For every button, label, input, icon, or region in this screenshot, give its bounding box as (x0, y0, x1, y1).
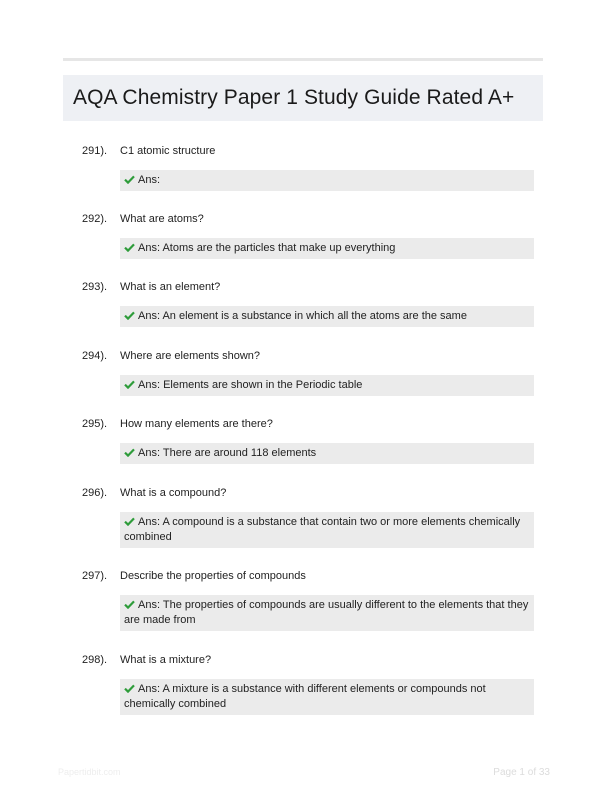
question-number: 291). (82, 145, 108, 157)
question-text: What is an element? (120, 281, 221, 293)
question-number: 292). (82, 213, 108, 225)
answer-text: Ans: There are around 118 elements (138, 447, 317, 459)
question-text: Where are elements shown? (120, 350, 261, 362)
question-text: C1 atomic structure (120, 145, 216, 157)
answer-box (120, 170, 534, 191)
qa-item (0, 570, 606, 632)
answer-box (120, 679, 534, 715)
check-icon (124, 311, 135, 320)
check-icon (124, 684, 135, 693)
qa-item (0, 654, 606, 716)
question-number: 295). (82, 418, 108, 430)
answer-text: Ans: Elements are shown in the Periodic table (138, 379, 363, 391)
question-number: 294). (82, 350, 108, 362)
question-text: How many elements are there? (120, 418, 273, 430)
qa-item (0, 281, 606, 329)
qa-item (0, 487, 606, 549)
answer-box (120, 443, 534, 464)
title-banner (63, 75, 543, 121)
answer-box (120, 238, 534, 259)
check-icon (124, 517, 135, 526)
check-icon (124, 380, 135, 389)
answer-text: Ans: A mixture is a substance with different elements or compounds not chemically combined (124, 683, 486, 710)
answer-text: Ans: The properties of compounds are usually different to the elements that they are made from (124, 599, 529, 626)
question-text: What is a compound? (120, 487, 227, 499)
answer-box (120, 306, 534, 327)
qa-item (0, 418, 606, 466)
check-icon (124, 175, 135, 184)
qa-item (0, 145, 606, 193)
question-number: 297). (82, 570, 108, 582)
page-number: Page 1 of 33 (493, 767, 550, 778)
answer-box (120, 512, 534, 548)
check-icon (124, 243, 135, 252)
answer-box (120, 595, 534, 631)
question-number: 298). (82, 654, 108, 666)
qa-item (0, 350, 606, 398)
check-icon (124, 448, 135, 457)
footer-watermark: Papertidbit.com (58, 767, 121, 777)
question-text: What is a mixture? (120, 654, 212, 666)
answer-text: Ans: (138, 174, 161, 186)
check-icon (124, 600, 135, 609)
question-number: 293). (82, 281, 108, 293)
top-divider (63, 58, 543, 61)
question-text: What are atoms? (120, 213, 204, 225)
page-title: AQA Chemistry Paper 1 Study Guide Rated A+ (73, 86, 515, 109)
answer-text: Ans: An element is a substance in which all the atoms are the same (138, 310, 467, 322)
answer-text: Ans: A compound is a substance that contain two or more elements chemically combined (124, 516, 521, 543)
qa-item (0, 213, 606, 261)
answer-text: Ans: Atoms are the particles that make up everything (138, 242, 396, 254)
answer-box (120, 375, 534, 396)
question-number: 296). (82, 487, 108, 499)
question-text: Describe the properties of compounds (120, 570, 306, 582)
